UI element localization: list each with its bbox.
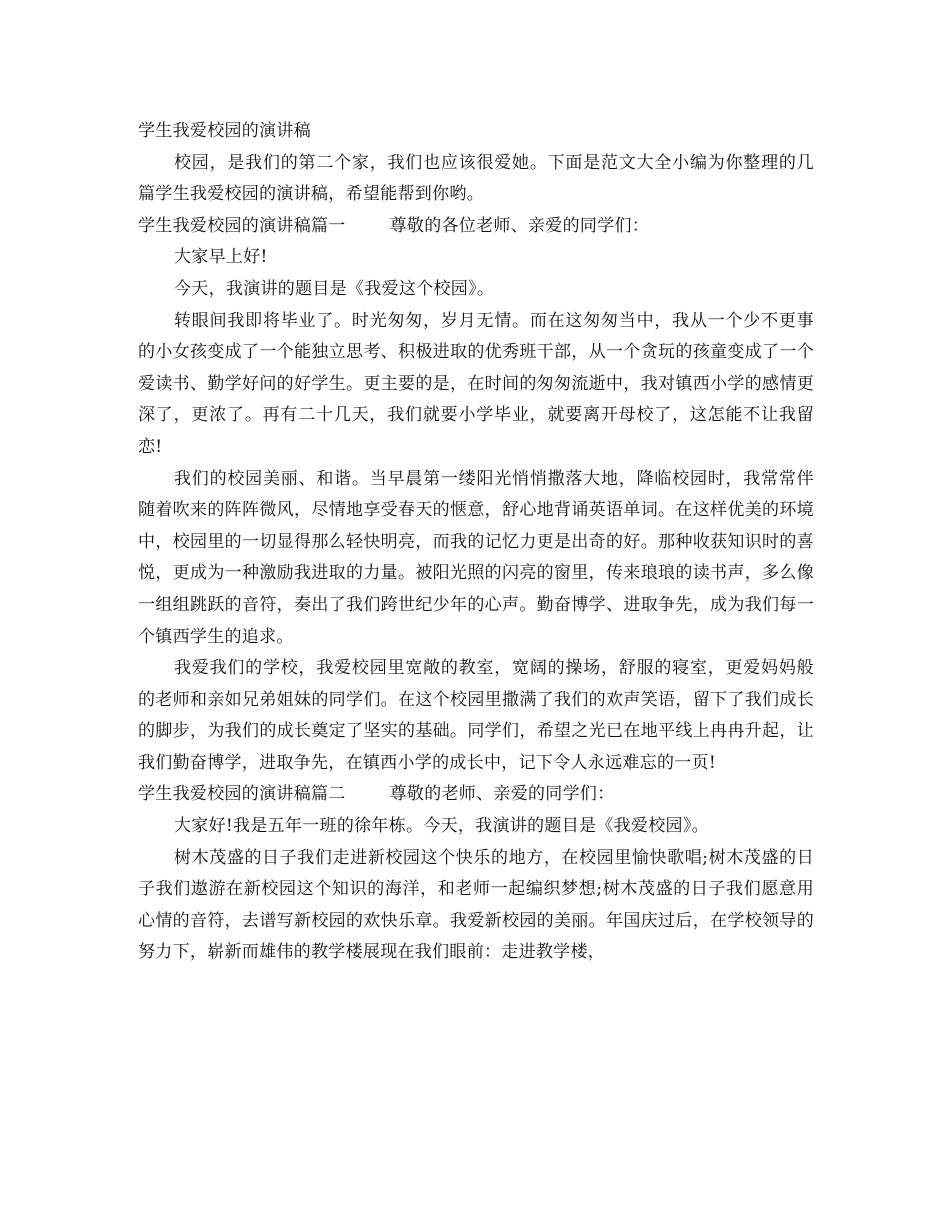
document-title: 学生我爱校园的演讲稿 (138, 121, 311, 141)
section-heading-2 (138, 779, 814, 811)
section-heading-1 (138, 211, 814, 243)
intro-paragraph: 校园，是我们的第二个家，我们也应该很爱她。下面是范文大全小编为你整理的几篇学生我爱校园的演讲稿，希望能帮到你哟。 (138, 152, 814, 205)
paragraph: 大家早上好! (174, 247, 268, 268)
paragraph: 转眼间我即将毕业了。时光匆匆，岁月无情。而在这匆匆当中，我从一个少不更事的小女孩变成了一个能独立思考、积极进取的优秀班干部，从一个贪玩的孩童变成了一个爱读书、勤学好问的好学生。更主要的是，在时间的匆匆流逝中，我对镇西小学的感情更深了，更浓了。再有二十几天，我们就要小学毕业，就要离开母校了，这怎能不让我留恋! (138, 310, 814, 457)
section-title-2: 学生我爱校园的演讲稿篇二 (138, 784, 346, 805)
paragraph: 大家好!我是五年一班的徐年栋。今天，我演讲的题目是《我爱校园》。 (174, 816, 709, 837)
paragraph: 树木茂盛的日子我们走进新校园这个快乐的地方，在校园里愉快歌唱;树木茂盛的日子我们遨游在新校园这个知识的海洋，和老师一起编织梦想;树木茂盛的日子我们愿意用心情的音符，去谱写新校园的欢快乐章。我爱新校园的美丽。年国庆过后，在学校领导的努力下，崭新而雄伟的教学楼展现在我们眼前：走进教学楼， (138, 847, 814, 963)
section-salutation-1: 尊敬的各位老师、亲爱的同学们： (389, 215, 650, 236)
section-salutation-2: 尊敬的老师、亲爱的同学们： (389, 784, 615, 805)
paragraph: 我爱我们的学校，我爱校园里宽敞的教室，宽阔的操场，舒服的寝室，更爱妈妈般的老师和亲如兄弟姐妹的同学们。在这个校园里撒满了我们的欢声笑语，留下了我们成长的脚步，为我们的成长奠定了坚实的基础。同学们，希望之光已在地平线上冉冉升起，让我们勤奋博学，进取争先，在镇西小学的成长中，记下令人永远难忘的一页! (138, 658, 814, 773)
document-body (138, 116, 814, 969)
section-title-1: 学生我爱校园的演讲稿篇一 (138, 215, 346, 236)
paragraph: 今天，我演讲的题目是《我爱这个校园》。 (174, 278, 495, 299)
paragraph: 我们的校园美丽、和谐。当早晨第一缕阳光悄悄撒落大地，降临校园时，我常常伴随着吹来的阵阵微风，尽情地享受春天的惬意，舒心地背诵英语单词。在这样优美的环境中，校园里的一切显得那么轻快明亮，而我的记忆力更是出奇的好。那种收获知识时的喜悦，更成为一种激励我进取的力量。被阳光照的闪亮的窗里，传来琅琅的读书声，多么像一组组跳跃的音符，奏出了我们跨世纪少年的心声。勤奋博学、进取争先，成为我们每一个镇西学生的追求。 (138, 468, 814, 647)
